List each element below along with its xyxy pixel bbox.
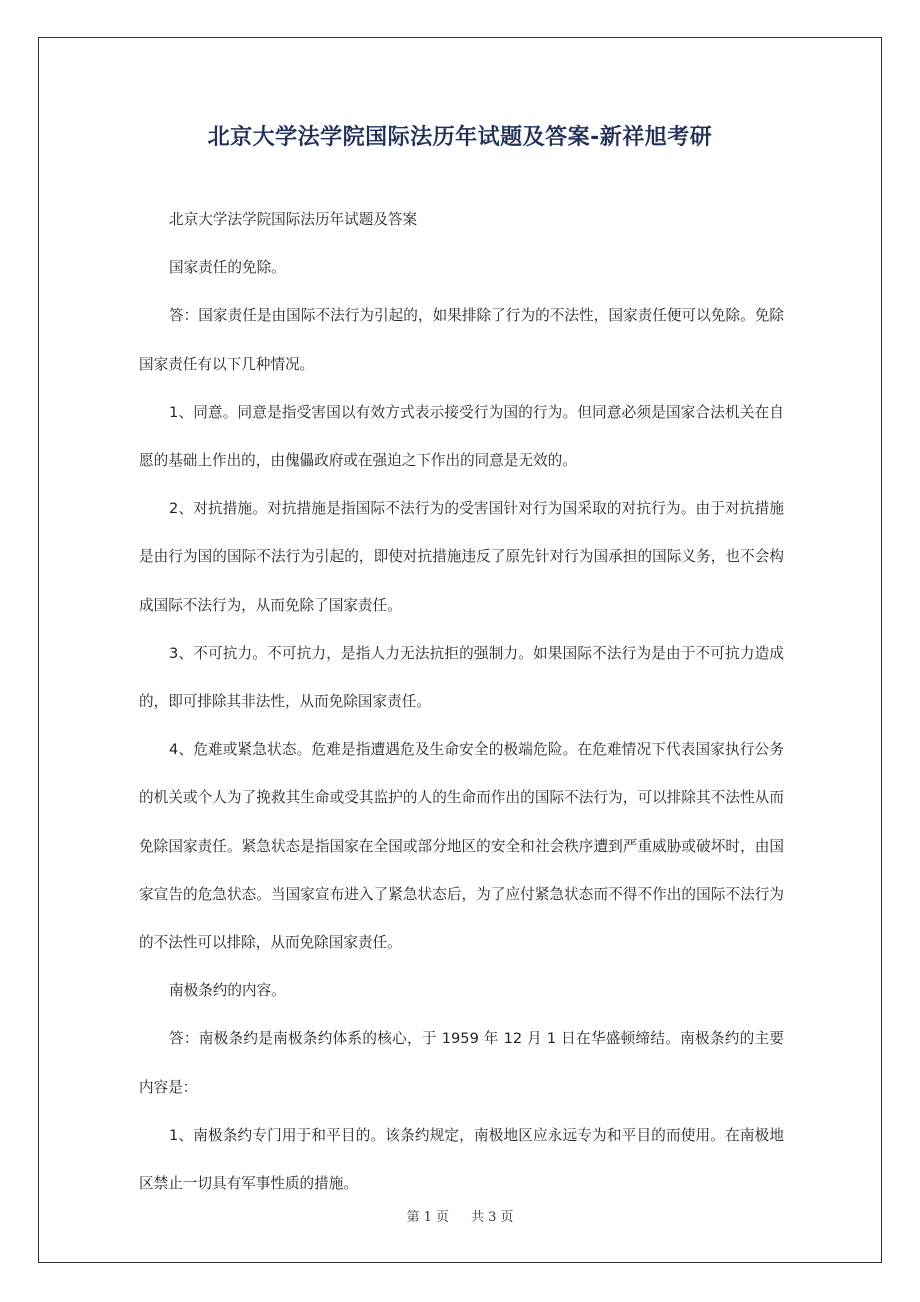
paragraph-answer-2: 答：南极条约是南极条约体系的核心，于 1959 年 12 月 1 日在华盛顿缔结。南极条约的主要内容是： (139, 1030, 784, 1096)
paragraph-item-consent: 1、同意。同意是指受害国以有效方式表示接受行为国的行为。但同意必须是国家合法机关在自愿的基础上作出的，由傀儡政府或在强迫之下作出的同意是无效的。 (139, 403, 784, 470)
page-total: 共 3 页 (471, 1210, 514, 1225)
page-number: 第 1 页 (406, 1210, 449, 1225)
paragraph-item-countermeasures: 2、对抗措施。对抗措施是指国际不法行为的受害国针对行为国采取的对抗行为。由于对抗措施是由行为国的国际不法行为引起的，即使对抗措施违反了原先针对行为国承担的国际义务，也不会构成国际不法行为，从而免除了国家责任。 (139, 500, 784, 614)
document-body (139, 196, 784, 1208)
paragraph-item-force-majeure: 3、不可抗力。不可抗力，是指人力无法抗拒的强制力。如果国际不法行为是由于不可抗力造成的，即可排除其非法性，从而免除国家责任。 (139, 644, 784, 711)
paragraph-subtitle: 北京大学法学院国际法历年试题及答案 (169, 211, 418, 228)
paragraph-question-2: 南极条约的内容。 (169, 982, 286, 1000)
document-title: 北京大学法学院国际法历年试题及答案-新祥旭考研 (207, 125, 713, 150)
paragraph-item-peaceful-purpose: 1、南极条约专门用于和平目的。该条约规定，南极地区应永远专为和平目的而使用。在南极地区禁止一切具有军事性质的措施。 (139, 1126, 784, 1193)
paragraph-answer-1: 答：国家责任是由国际不法行为引起的，如果排除了行为的不法性，国家责任便可以免除。免除国家责任有以下几种情况。 (139, 307, 784, 373)
paragraph-question-1: 国家责任的免除。 (169, 259, 286, 277)
page-footer (38, 1206, 882, 1225)
paragraph-item-distress-emergency: 4、危难或紧急状态。危难是指遭遇危及生命安全的极端危险。在危难情况下代表国家执行公务的机关或个人为了挽救其生命或受其监护的人的生命而作出的国际不法行为，可以排除其不法性从而免除国家责任。紧急状态是指国家在全国或部分地区的安全和社会秩序遭到严重威胁或破坏时，由国家宣告的危急状态。当国家宣布进入了紧急状态后，为了应付紧急状态而不得不作出的国际不法行为的不法性可以排除，从而免除国家责任。 (139, 741, 784, 952)
